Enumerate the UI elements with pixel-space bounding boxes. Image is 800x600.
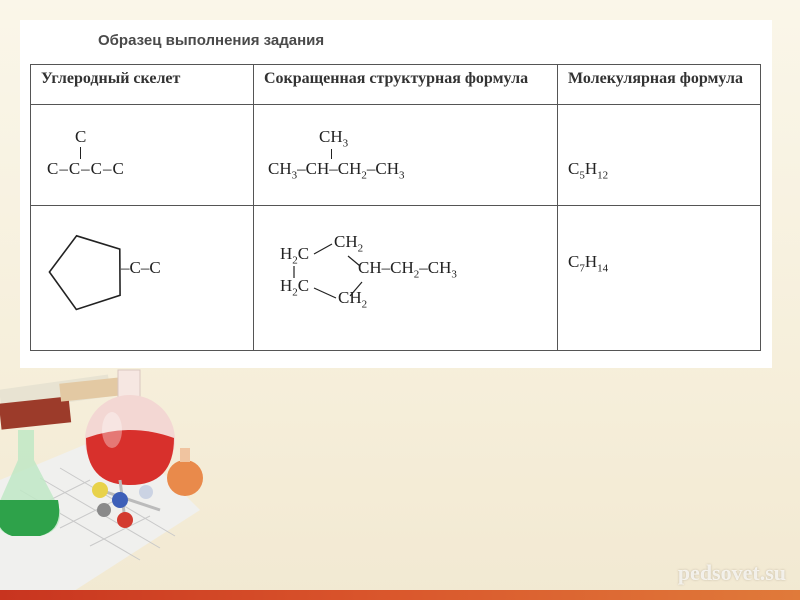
molecular-formula-c5h12: $C_5H_{12}$ [568, 159, 609, 182]
ring-ch-chain: $CH-CH_2-CH_3$ [358, 258, 457, 281]
watermark-text: pedsovet.su [677, 560, 786, 585]
molecular-cell [558, 105, 761, 206]
header-skeleton: Углеродный скелет [41, 70, 181, 87]
skeleton-branch-carbon: C [75, 127, 87, 146]
header-structural: Сокращенная структурная формула [264, 70, 529, 87]
bond-vertical [331, 149, 332, 159]
sample-table [30, 64, 761, 351]
molecular-cell [558, 206, 761, 351]
cyclopentane-ring-icon [43, 226, 133, 316]
skeleton-main-chain: C–C–C–C [47, 159, 125, 178]
structural-branch: $CH_3$ [319, 127, 349, 150]
structural-ethylcyclopentane [264, 210, 547, 335]
structural-main-chain: $CH_3-CH-CH_2-CH_3$ [268, 159, 405, 182]
header-cell [31, 65, 254, 105]
structural-cell [254, 206, 558, 351]
molecular-formula-c7h14: $C_7H_{14}$ [568, 252, 609, 275]
chemistry-illustration [0, 360, 240, 600]
table-header-row [31, 65, 761, 105]
skeleton-cell [31, 105, 254, 206]
ring-bonds [264, 220, 374, 310]
ring-h2c-bottom: $H_2C$ [280, 276, 310, 299]
skeleton-ethylcyclopentane [41, 210, 243, 335]
ring-ch2-bottom: $CH_2$ [338, 288, 368, 311]
page-title: Образец выполнения задания [98, 32, 325, 49]
ring-h2c-top: $H_2C$ [280, 244, 310, 267]
table-row [31, 206, 761, 351]
ring-ch2-top: $CH_2$ [334, 232, 364, 255]
skeleton-cell [31, 206, 254, 351]
structural-cell [254, 105, 558, 206]
table-row [31, 105, 761, 206]
header-cell [558, 65, 761, 105]
bond-vertical [80, 147, 81, 159]
header-molecular: Молекулярная формула [568, 70, 743, 87]
skeleton-butane [41, 109, 243, 189]
header-cell [254, 65, 558, 105]
skeleton-ethyl-tail: –C–C [121, 258, 161, 277]
bottom-accent-bar [0, 590, 800, 600]
structural-isopentane [264, 109, 547, 189]
